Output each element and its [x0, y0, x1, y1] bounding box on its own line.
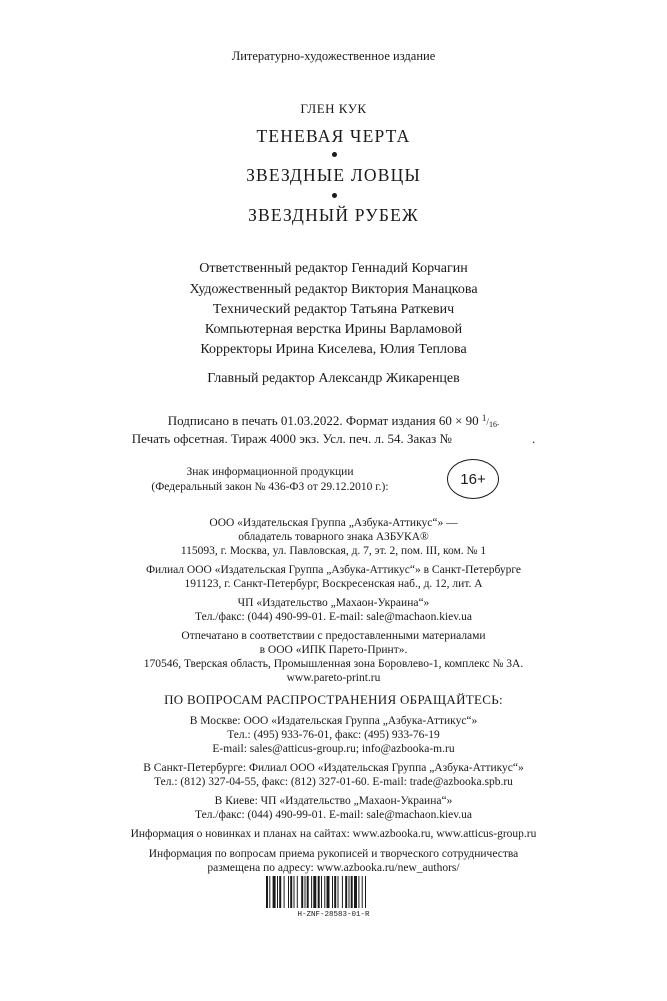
printer-address: 170546, Тверская область, Промышленная зона Боровлево-1, комплекс № 3А.	[143, 658, 524, 670]
author-name: ГЛЕН КУК	[300, 101, 367, 116]
distribution-line: размещена по адресу: www.azbooka.ru/new_authors/	[207, 862, 460, 874]
barcode-bar	[365, 876, 366, 908]
barcode-bar	[284, 876, 285, 908]
printer-website: www.pareto-print.ru	[286, 672, 381, 684]
staff-line: Технический редактор Татьяна Раткевич	[212, 302, 455, 317]
print-signed-line	[0, 413, 667, 429]
distribution-line: Тел.: (812) 327-04-55, факс: (812) 327-01-60. E-mail: trade@azbooka.spb.ru	[154, 776, 513, 788]
staff-line: Корректоры Ирина Киселева, Юлия Теплова	[200, 342, 467, 357]
barcode	[266, 876, 406, 908]
bullet-separator	[332, 193, 337, 198]
printer-line: Отпечатано в соответствии с предоставленными материалами	[181, 630, 486, 642]
barcode-bar	[288, 876, 289, 908]
barcode-bar	[324, 876, 325, 908]
distribution-line: В Москве: ООО «Издательская Группа „Азбука-Аттикус“»	[189, 715, 478, 727]
info-mark-law: (Федеральный закон № 436-ФЗ от 29.12.2010 г.):	[151, 481, 389, 493]
publisher-line: ООО «Издательская Группа „Азбука-Аттикус“» —	[209, 517, 458, 529]
distribution-line: В Киеве: ЧП «Издательство „Махаон-Украина“»	[214, 795, 453, 807]
branch-line: Филиал ООО «Издательская Группа „Азбука-Аттикус“» в Санкт-Петербурге	[145, 564, 522, 576]
book-title-3: ЗВЕЗДНЫЙ РУБЕЖ	[248, 205, 419, 225]
edition-type: Литературно-художественное издание	[231, 49, 436, 63]
publisher-address: 115093, г. Москва, ул. Павловская, д. 7, эт. 2, пом. III, ком. № 1	[180, 545, 487, 557]
barcode-bar	[290, 876, 292, 908]
printer-line: в ООО «ИПК Парето-Принт».	[259, 644, 408, 656]
book-title-2: ЗВЕЗДНЫЕ ЛОВЦЫ	[246, 165, 421, 185]
barcode-bar	[297, 876, 298, 908]
age-rating-badge: 16+	[447, 459, 499, 499]
barcode-bar	[318, 876, 320, 908]
book-title-1: ТЕНЕВАЯ ЧЕРТА	[256, 126, 411, 146]
branch-address: 191123, г. Санкт-Петербург, Воскресенская наб., д. 12, лит. А	[184, 578, 483, 590]
barcode-bar	[294, 876, 295, 908]
barcode-bar	[351, 876, 353, 908]
staff-line: Компьютерная верстка Ирины Варламовой	[204, 322, 463, 337]
barcode-bar	[273, 876, 276, 908]
ukraine-contacts: Тел./факс: (044) 490-99-01. E-mail: sale@machaon.kiev.ua	[195, 611, 472, 623]
publisher-line: обладатель товарного знака АЗБУКА®	[238, 531, 429, 543]
barcode-bar	[266, 876, 268, 908]
staff-line: Художественный редактор Виктория Манацкова	[189, 282, 478, 297]
ukraine-publisher: ЧП «Издательство „Махаон-Украина“»	[237, 597, 430, 609]
print-run-text: Печать офсетная. Тираж 4000 экз. Усл. печ. л. 54. Заказ №	[131, 431, 452, 446]
barcode-bar	[311, 876, 312, 908]
barcode-bar	[327, 876, 330, 908]
barcode-bar	[279, 876, 281, 908]
barcode-bar	[307, 876, 309, 908]
barcode-number: H-ZNF-28583-01-R	[297, 911, 370, 919]
distribution-line: Информация о новинках и планах на сайтах: www.azbooka.ru, www.atticus-group.ru	[130, 828, 537, 840]
barcode-bar	[313, 876, 316, 908]
barcode-bar	[321, 876, 322, 908]
barcode-bar	[354, 876, 357, 908]
chief-editor: Главный редактор Александр Жикаренцев	[207, 371, 460, 386]
format-denominator: 16	[488, 420, 497, 429]
barcode-bar	[332, 876, 333, 908]
info-mark-label: Знак информационной продукции	[186, 466, 354, 478]
distribution-line: Информация по вопросам приема рукописей и творческого сотрудничества	[148, 848, 519, 860]
barcode-bar	[342, 876, 343, 908]
bullet-separator	[332, 152, 337, 157]
print-signed-text: Подписано в печать 01.03.2022. Формат издания 60 × 90	[167, 413, 479, 428]
barcode-bar	[301, 876, 303, 908]
barcode-bar	[334, 876, 336, 908]
distribution-line: В Санкт-Петербурге: Филиал ООО «Издательская Группа „Азбука-Аттикус“»	[143, 762, 524, 774]
barcode-bar	[362, 876, 363, 908]
barcode-bar	[277, 876, 278, 908]
barcode-bar	[305, 876, 306, 908]
barcode-bar	[269, 876, 270, 908]
barcode-bar	[358, 876, 359, 908]
distribution-line: E-mail: sales@atticus-group.ru; info@azbooka-m.ru	[212, 743, 455, 755]
format-numerator: 1	[481, 413, 487, 423]
distribution-line: Тел./факс: (044) 490-99-01. E-mail: sale@machaon.kiev.ua	[195, 809, 472, 821]
barcode-bar	[349, 876, 350, 908]
distribution-heading: ПО ВОПРОСАМ РАСПРОСТРАНЕНИЯ ОБРАЩАЙТЕСЬ:	[164, 692, 503, 707]
distribution-line: Тел.: (495) 933-76-01, факс: (495) 933-76-19	[227, 729, 440, 741]
barcode-bar	[345, 876, 347, 908]
format-fraction: $^1/_{16}$.	[481, 413, 500, 429]
print-run-line: Печать офсетная. Тираж 4000 экз. Усл. печ. л. 54. Заказ № .	[131, 431, 536, 446]
staff-line: Ответственный редактор Геннадий Корчагин	[199, 261, 468, 276]
barcode-bar	[338, 876, 339, 908]
